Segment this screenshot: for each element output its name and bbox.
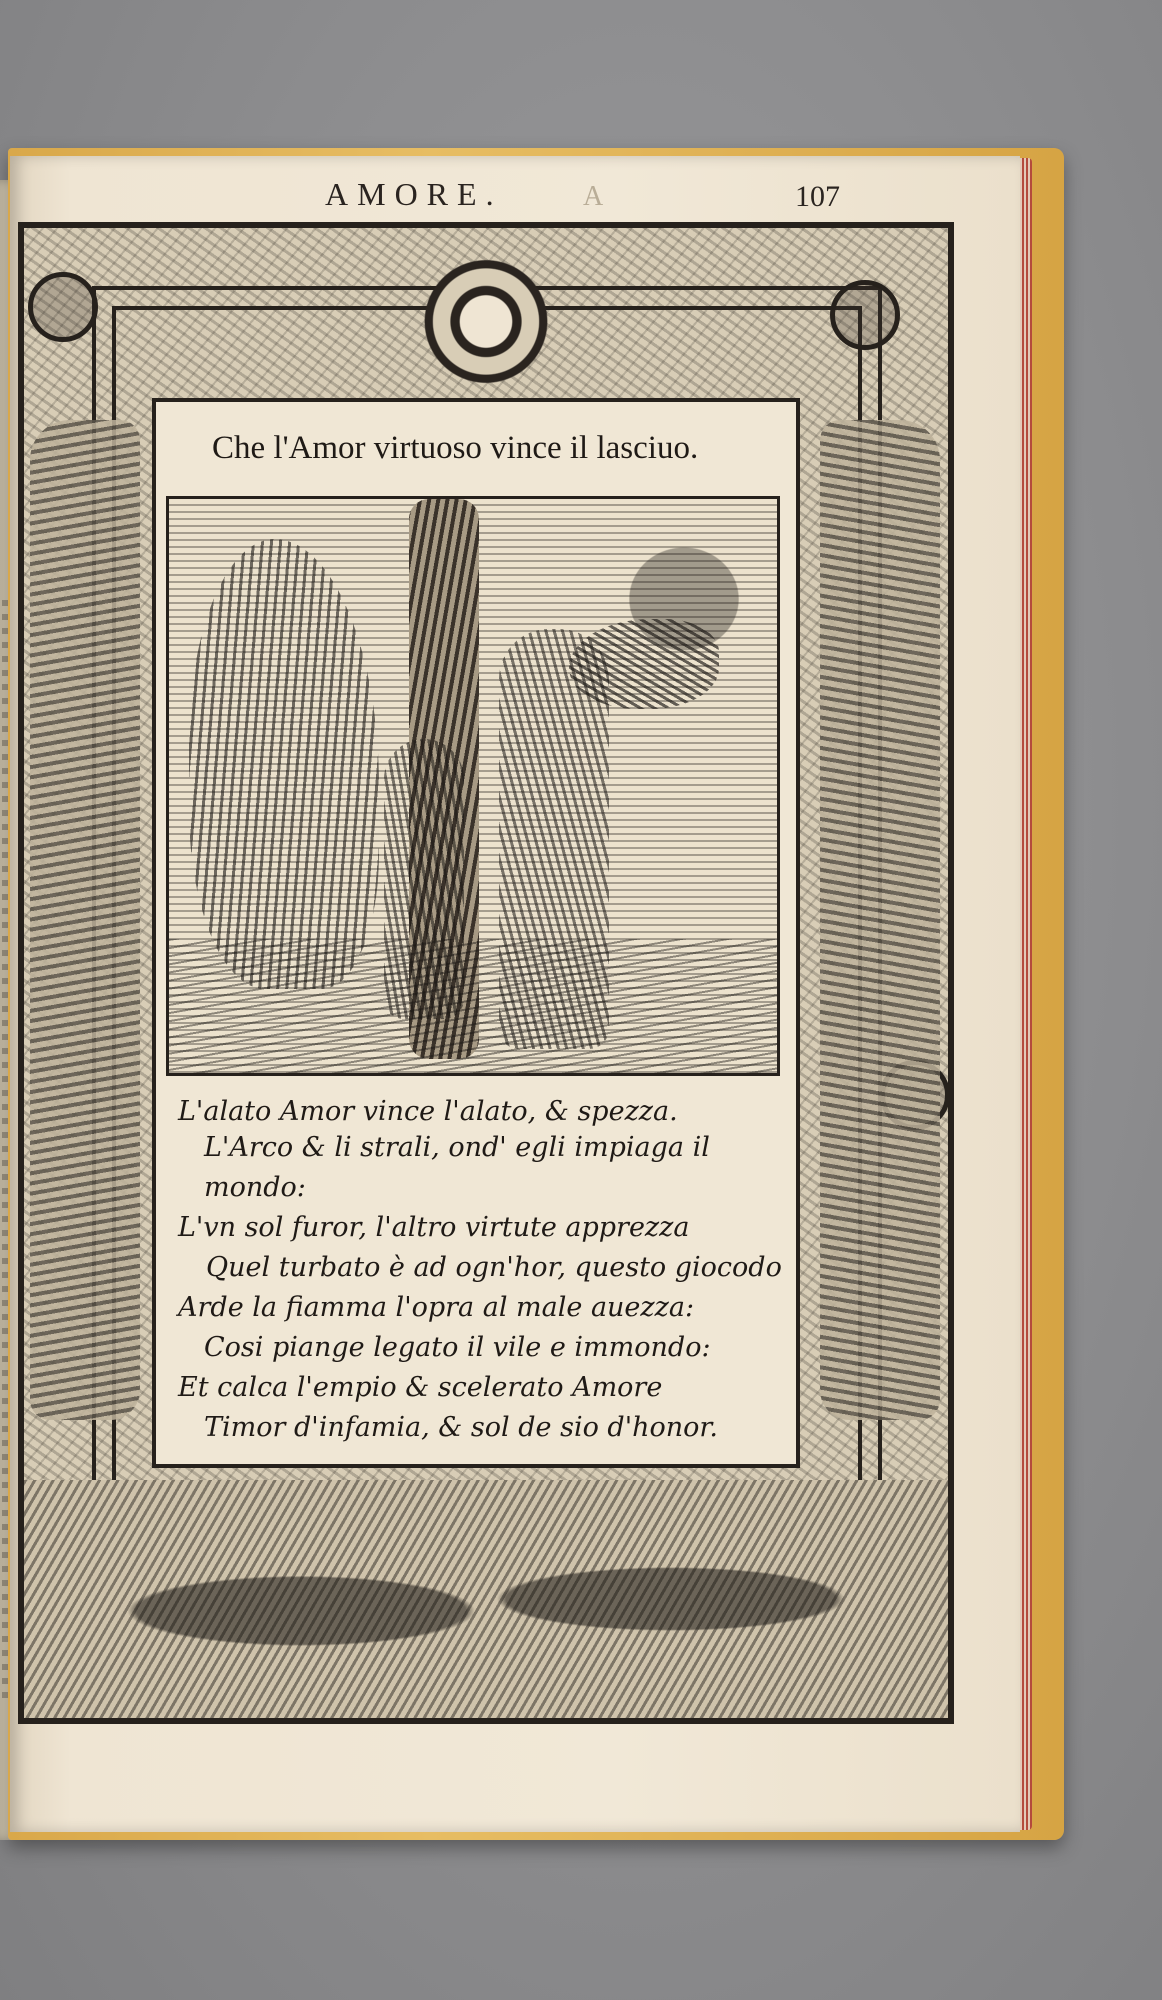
caryatid-figure-left — [30, 420, 140, 1420]
show-through-letter: A — [583, 181, 604, 212]
verse-line-9: Timor d'infamia, & sol de sio d'honor. — [204, 1412, 718, 1443]
verse-line-2: L'Arco & li strali, ond' egli impiaga il — [204, 1132, 710, 1163]
verse-line-1: L'alato Amor vince l'alato, & spezza. — [178, 1096, 678, 1127]
verse-line-6: Arde la fiamma l'opra al male auezza: — [178, 1292, 695, 1323]
verse-line-4: L'vn sol furor, l'altro virtute apprezza — [178, 1212, 690, 1243]
verse-line-7: Cosi piange legato il vile e immondo: — [204, 1332, 711, 1363]
wings — [569, 619, 719, 709]
verse-line-8: Et calca l'empio & scelerato Amore — [178, 1372, 663, 1403]
fire-flames — [189, 539, 379, 989]
landscape-ground — [169, 939, 780, 1076]
scroll-ornament-top-right — [830, 280, 900, 350]
emblem-motto: Che l'Amor virtuoso vince il lasciuo. — [212, 430, 699, 466]
caryatid-figure-right — [820, 420, 940, 1420]
grotesque-mask-ornament — [416, 228, 556, 398]
woodcut-illustration — [166, 496, 780, 1076]
scroll-ornament-top-left — [28, 272, 98, 342]
running-title: AMORE. — [325, 176, 503, 212]
verse-line-5: Quel turbato è ad ogn'hor, questo giocodo — [206, 1252, 782, 1283]
satyr-frieze — [24, 1480, 948, 1718]
page-number: 107 — [795, 180, 840, 213]
verse-line-3: mondo: — [204, 1172, 306, 1203]
